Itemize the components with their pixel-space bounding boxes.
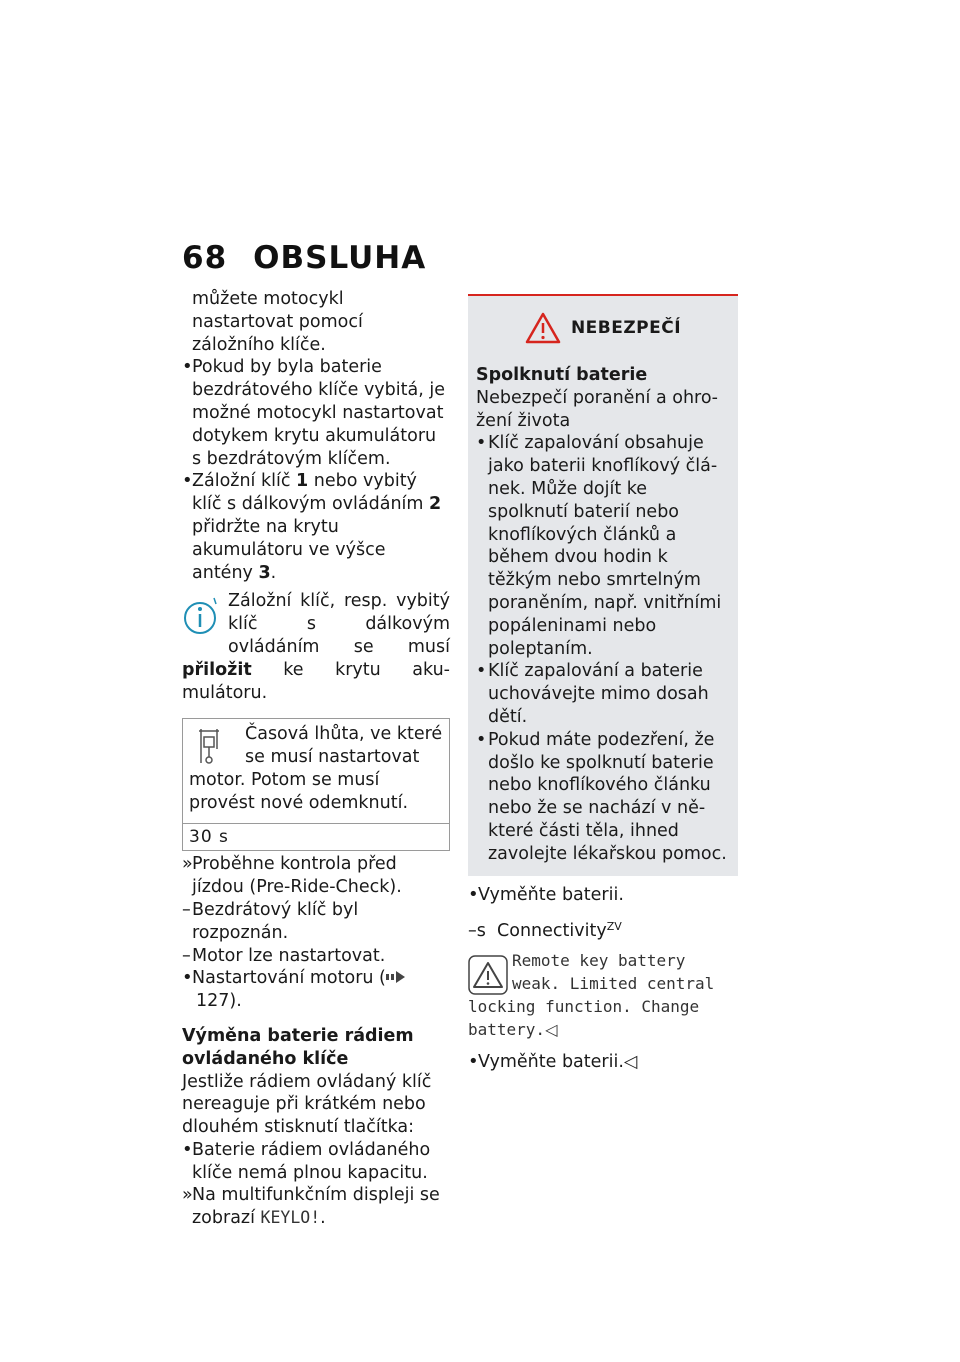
display-code: KEYLO! <box>260 1208 321 1228</box>
danger-heading <box>476 308 730 348</box>
bullet-backup-key: • Záložní klíč 1 nebo vybitý klíč s dálkovým ovládáním 2 přidržte na krytu akumulátoru ve výšce antény 3. <box>182 470 450 584</box>
danger-item: • Klíč zapalování obsahuje jako baterii knoflíkový článek. Může dojít ke spolknutí baterií nebo knoflíkových článků a během dvou hodin k těžkým nebo smrtelným poraněním, např. vnitřními popáleninami nebo poleptaním. <box>476 432 730 660</box>
info-note <box>182 590 450 704</box>
danger-title: NEBEZPEČÍ <box>570 317 682 338</box>
result-display-message: » Na multifunkčním displeji se zobrazí KEYLO!. <box>182 1184 450 1230</box>
right-column <box>468 294 738 1074</box>
bullet-replace-battery: • Vyměňte baterii. <box>468 884 738 907</box>
result-pre-ride-check: » Proběhne kontrola před jízdou (Pre-Ride-Check). <box>182 853 450 899</box>
end-mark: ◁ <box>623 1052 638 1073</box>
result-engine-start: – Motor lze nastartovat. <box>182 945 450 968</box>
danger-warning-box <box>468 294 738 876</box>
ref-number-3: 3 <box>258 562 271 583</box>
page-reference-number[interactable]: 127 <box>196 991 230 1012</box>
danger-subtitle: Spolknutí baterie <box>476 365 648 385</box>
danger-lead: Nebezpečí poranění a ohrožení života <box>476 387 718 431</box>
info-emphasis: přiložit <box>182 659 252 680</box>
warning-triangle-icon <box>468 955 508 995</box>
bullet-replace-battery-final: • Vyměňte baterii.◁ <box>468 1051 738 1074</box>
danger-item: • Pokud máte podezření, že došlo ke spolknutí baterie nebo knoflíkového článku nebo že se nachází v některé části těla, ihned zavolejte lékařskou pomoc. <box>476 729 730 866</box>
time-limit-row <box>183 719 449 822</box>
page-header <box>182 240 426 276</box>
chapter-title: OBSLUHA <box>253 240 427 276</box>
info-text: Záložní klíč, resp. vybitý klíč s dálkovým ovládáním se musí přiložit ke krytu akumulátoru. <box>182 591 450 703</box>
bullet-battery-capacity: • Baterie rádiem ovládaného klíče nemá plnou kapacitu. <box>182 1139 450 1185</box>
page-number: 68 <box>182 240 228 276</box>
left-column <box>182 288 450 1230</box>
ref-number-2: 2 <box>429 494 442 515</box>
display-warning <box>468 949 738 1041</box>
bullet-start-engine: • Nastartování motoru (127). <box>182 967 450 1013</box>
time-limit-description: Časová lhůta, ve které se musí nastartovat motor. Potom se musí provést nové odemknutí. <box>189 724 443 813</box>
connectivity-superscript: ZV <box>606 920 622 934</box>
info-icon <box>182 594 222 636</box>
danger-item: • Klíč zapalování a baterie uchovávejte mimo dosah dětí. <box>476 660 730 728</box>
warning-message: Remote key battery weak. Limited central locking function. Change battery.◁ <box>468 951 715 1040</box>
paragraph-continuation: můžete motocykl nastartovat pomocí záložního klíče. <box>192 289 363 355</box>
result-key-detected: – Bezdrátový klíč byl rozpoznán. <box>182 899 450 945</box>
section-title: Výměna baterie rádiem ovládaného klíče <box>182 1025 414 1069</box>
bullet-battery-empty: • Pokud by byla baterie bezdrátového klíče vybitá, je možné motocykl nastartovat dotykem krytu akumulátoru s bezdrátovým klíčem. <box>182 356 450 470</box>
time-limit-table <box>182 718 450 851</box>
section-intro: Jestliže rádiem ovládaný klíč nereaguje při krátkém nebo dlouhém stisknutí tlačítka: <box>182 1071 432 1138</box>
connectivity-condition: –s Connectivity$^{ZV}$ <box>468 920 622 942</box>
page-reference-arrow-icon <box>386 971 406 983</box>
ref-number-1: 1 <box>296 471 309 492</box>
end-mark: ◁ <box>545 1020 558 1040</box>
engine-piston-icon <box>197 727 235 767</box>
warning-triangle-icon <box>525 312 561 344</box>
time-limit-value: 30 s <box>183 823 449 851</box>
